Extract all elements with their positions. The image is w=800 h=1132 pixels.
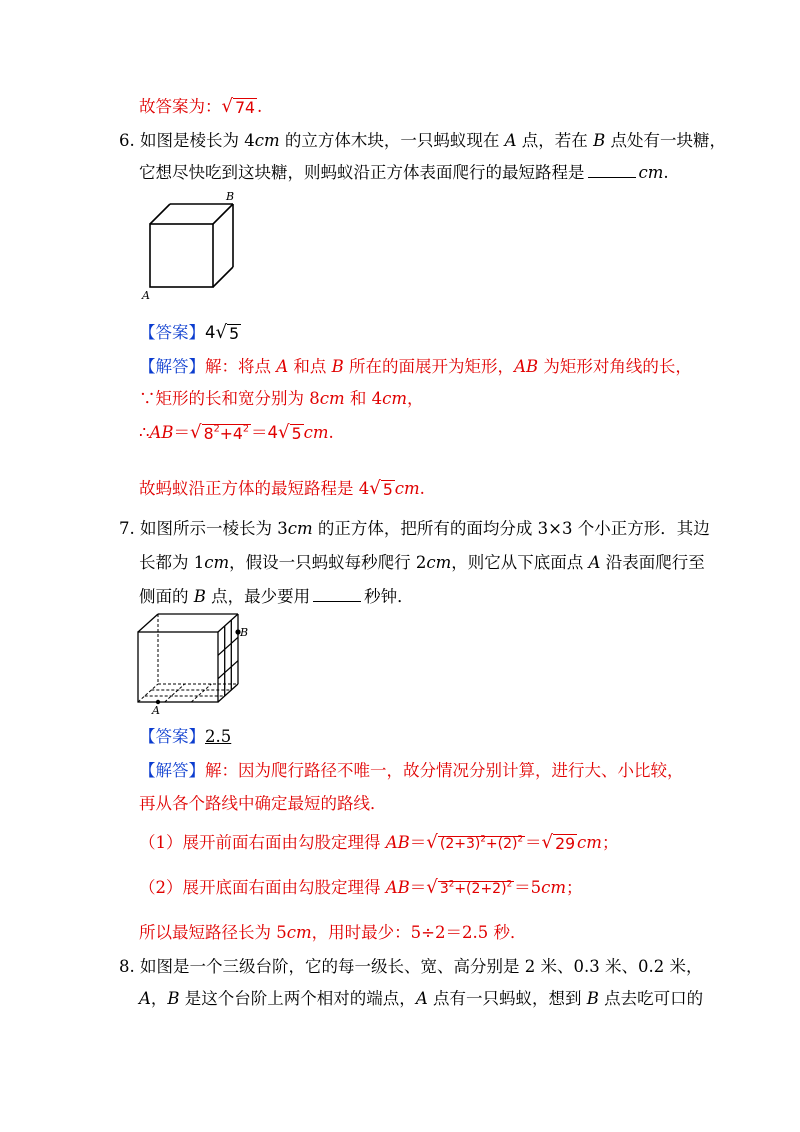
q6-line-2: 它想尽快吃到这块糖，则蚂蚁沿正方体表面爬行的最短路程是 cm. — [139, 163, 669, 182]
sqrt-expression: √ $8^2+4^2$ — [190, 422, 250, 443]
q7-solution-1: 【解答】解：因为爬行路径不唯一，故分情况分别计算，进行大、小比较， — [139, 761, 684, 780]
answer-blank — [588, 163, 636, 178]
q7-solution-2: 再从各个路线中确定最短的路线． — [139, 794, 387, 813]
answer-blank — [313, 587, 361, 602]
q6-cube-figure — [140, 186, 250, 306]
q7-line-3: 侧面的 B 点，最少要用 秒钟． — [139, 587, 414, 606]
q6-label-A: A — [142, 289, 150, 302]
q7-conclusion: 所以最短路径长为 5cm，用时最少：5÷2＝2.5 秒． — [139, 923, 527, 942]
q7-line-2: 长都为 1cm，假设一只蚂蚁每秒爬行 2cm，则它从下底面点 A 沿表面爬行至 — [139, 553, 705, 572]
q6-label-B: B — [226, 190, 235, 203]
q7-label-A: A — [152, 704, 160, 717]
sqrt-expression: √ 5 — [215, 322, 240, 343]
prev-answer: 故答案为： √ 74 . — [139, 96, 263, 117]
q8-line-1: 8. 如图是一个三级台阶，它的每一级长、宽、高分别是 2 米、0.3 米、0.2 米， — [119, 957, 703, 976]
q7-line-1: 7. 如图所示一棱长为 3cm 的正方体，把所有的面均分成 3×3 个小正方形．其边 — [119, 519, 710, 538]
q6-line-1: 6. 如图是棱长为 4cm 的立方体木块，一只蚂蚁现在 A 点，若在 B 点处有一块糖， — [119, 131, 726, 150]
q7-answer: 【答案】2.5 — [139, 727, 232, 746]
sqrt-expression: √ $(2+3)^2+(2)^2$ — [426, 832, 524, 853]
q7-grid-cube-figure — [130, 606, 255, 718]
sqrt-expression: √ 29 — [541, 832, 576, 853]
q7-case-1: （1）展开前面右面由勾股定理得 AB＝ √ $(2+3)^2+(2)^2$ ＝ √ 29 cm； — [139, 832, 619, 853]
sqrt-expression: √ $3^2+(2+2)^2$ — [426, 877, 513, 898]
q6-answer: 【答案】4 √ 5 — [139, 322, 240, 343]
sqrt-expression: √ 5 — [369, 478, 393, 499]
q6-solution-3: ∴AB＝ √ $8^2+4^2$ ＝4 √ 5 cm. — [139, 422, 334, 443]
q6-solution-4: 故蚂蚁沿正方体的最短路程是 4 √ 5 cm. — [139, 478, 425, 499]
q8-line-2: A，B 是这个台阶上两个相对的端点，A 点有一只蚂蚁，想到 B 点去吃可口的 — [139, 989, 704, 1008]
sqrt-expression: √ 74 — [221, 96, 255, 117]
q6-solution-1: 【解答】解：将点 A 和点 B 所在的面展开为矩形，AB 为矩形对角线的长， — [139, 357, 692, 376]
q7-label-B: B — [240, 626, 249, 639]
sqrt-expression: √ 5 — [278, 422, 302, 443]
q6-solution-2: ∵矩形的长和宽分别为 8cm 和 4cm， — [139, 389, 424, 408]
q7-case-2: （2）展开底面右面由勾股定理得 AB＝ √ $3^2+(2+2)^2$ ＝5cm； — [139, 877, 583, 898]
